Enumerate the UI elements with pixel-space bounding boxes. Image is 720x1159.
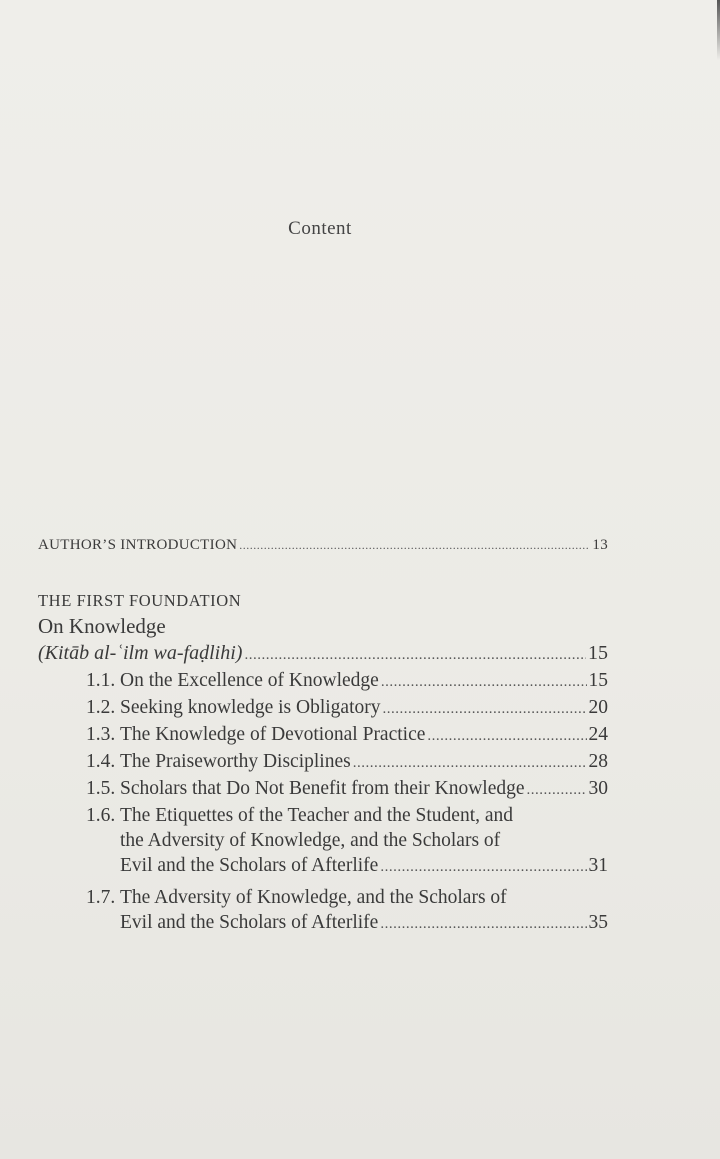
toc-entry-section bbox=[86, 778, 608, 800]
toc-entry-section bbox=[86, 751, 608, 773]
dot-leader bbox=[427, 728, 586, 745]
toc-entry-section bbox=[86, 724, 608, 746]
toc-entry-introduction bbox=[38, 537, 608, 554]
dot-leader bbox=[239, 538, 590, 553]
section-number: 1.3. bbox=[86, 724, 116, 745]
section-number: 1.7. bbox=[86, 887, 116, 908]
toc-entry-label-line: The Adversity of Knowledge, and the Scholars of bbox=[120, 887, 507, 908]
toc-entry-label-line: Evil and the Scholars of Afterlife bbox=[120, 912, 379, 933]
dot-leader bbox=[527, 782, 587, 799]
toc-entry-page: 15 bbox=[588, 642, 608, 664]
toc-entry-page: 28 bbox=[588, 751, 608, 772]
toc-entry-label-line: the Adversity of Knowledge, and the Scholars of bbox=[120, 830, 501, 851]
dot-leader bbox=[380, 916, 586, 933]
toc-entry-label-line: Evil and the Scholars of Afterlife bbox=[120, 855, 379, 876]
page-title: Content bbox=[288, 218, 352, 239]
dot-leader bbox=[380, 859, 586, 876]
toc-entry-label: On the Excellence of Knowledge bbox=[120, 670, 379, 691]
section-number: 1.2. bbox=[86, 697, 116, 718]
section-number: 1.5. bbox=[86, 778, 116, 799]
toc-entry-page: 13 bbox=[592, 537, 608, 553]
toc-entry-label: The Praiseworthy Disciplines bbox=[120, 751, 351, 772]
dot-leader bbox=[353, 755, 587, 772]
toc-entry-section bbox=[86, 805, 608, 877]
toc-entry-label: Seeking knowledge is Obligatory bbox=[120, 697, 381, 718]
toc-entry-page: 35 bbox=[588, 912, 608, 933]
toc-entry-page: 15 bbox=[588, 670, 608, 691]
toc-entry-label: AUTHOR’S INTRODUCTION bbox=[38, 537, 238, 553]
toc-entry-label: (Kitāb al-ʿilm wa-faḍlihi) bbox=[38, 642, 243, 664]
toc-entry-label-line: The Etiquettes of the Teacher and the Student, and bbox=[120, 805, 514, 826]
dot-leader bbox=[383, 701, 587, 718]
toc-entry-label: The Knowledge of Devotional Practice bbox=[120, 724, 426, 745]
section-number: 1.6. bbox=[86, 805, 116, 826]
toc-entry-page: 20 bbox=[588, 697, 608, 718]
toc-entry-page: 24 bbox=[588, 724, 608, 745]
toc-entry-label: Scholars that Do Not Benefit from their Knowledge bbox=[120, 778, 525, 799]
section-number: 1.4. bbox=[86, 751, 116, 772]
dot-leader bbox=[244, 647, 586, 664]
dot-leader bbox=[381, 674, 587, 691]
foundation-subtitle: On Knowledge bbox=[38, 614, 166, 638]
toc-entry-page: 31 bbox=[588, 855, 608, 876]
toc-entry-section bbox=[86, 697, 608, 719]
toc-entry-section bbox=[86, 670, 608, 692]
toc-entry-page: 30 bbox=[588, 778, 608, 799]
toc-entry-arabic-title bbox=[38, 642, 608, 665]
toc-entry-section bbox=[86, 887, 608, 934]
foundation-heading: THE FIRST FOUNDATION bbox=[38, 591, 242, 610]
section-number: 1.1. bbox=[86, 670, 116, 691]
